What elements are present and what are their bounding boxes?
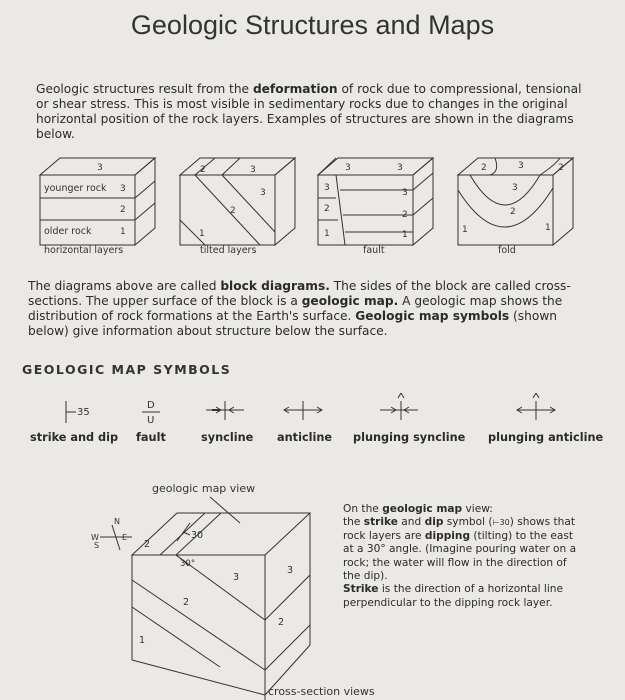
fold-c: 2 [558,163,564,173]
syncline-symbol [206,401,244,420]
label-anticline: anticline [277,431,333,444]
intro-paragraph [36,82,591,142]
label-syncline: syncline [201,431,254,444]
p2-s1: The diagrams above are called [28,279,221,293]
f-r2: 2 [402,210,408,220]
sn-p1b: geologic map [382,503,463,515]
dip-angle: 30° [180,559,196,569]
label-plunging-syncline: plunging syncline [353,431,466,444]
t-n3: 3 [260,188,266,198]
older-rock-label: older rock [44,226,92,237]
fold-a: 2 [481,163,487,173]
sn-p1a: On the [343,503,383,515]
label-plunging-anticline: plunging anticline [488,431,604,444]
map-symbols-heading: GEOLOGIC MAP SYMBOLS [22,362,232,377]
intro-text-2: of rock due to compressional, tensional or shear stress. This is most visible in sedimentary rocks due to changes in the original horizontal position of the rock layers. Examples of structures are shown in the diagrams below. [36,82,582,141]
compass-e: E [122,533,128,542]
map-view-diagram [0,495,340,700]
sn-p1c: view: [462,503,493,515]
fold-b: 3 [518,161,524,171]
caption-tilted: tilted layers [200,245,257,256]
t-n1: 2 [200,165,206,175]
side-note-line2 [343,516,583,583]
fold-e: 2 [510,207,516,217]
strike-number-30: 30 [191,530,204,541]
side-note-line1 [343,503,583,516]
caption-fold: fold [498,245,516,256]
sn-p2d: dip [424,516,444,529]
f-r3b: 3 [402,188,408,198]
side-note-line3 [343,583,583,610]
sn-p2g: dipping [424,529,471,542]
p2-s3: A geologic map shows the distribution of rock formations at the Earth's surface. [28,294,563,323]
f-l3a: 3 [345,163,351,173]
side-note [343,503,583,610]
page-title: Geologic Structures and Maps [130,10,495,40]
sn-p2f: ) shows that rock layers are [343,516,575,542]
strike-dip-number: 35 [77,407,90,418]
block-diagrams [0,150,625,265]
top-2: 2 [144,539,151,550]
h-mid-2: 2 [120,205,126,215]
plunging-syncline-symbol [380,393,418,420]
p2-b3: Geologic map symbols [355,309,510,323]
anticline-symbol [284,401,322,420]
face-3a: 3 [233,572,240,583]
fault-diagram [318,158,433,245]
plunging-anticline-symbol [517,393,555,420]
strike-dip-symbol [66,401,76,423]
face-2a: 2 [183,597,190,608]
fault-d: D [147,400,155,411]
map-view-title: geologic map view [152,482,256,495]
p2-s2: The sides of the block are called cross-sections. The upper surface of the block is a [28,279,571,308]
map-symbols-row [0,393,625,433]
t-n2: 3 [250,165,256,175]
compass-n: N [114,517,120,526]
compass-s: S [94,541,100,550]
intro-text-1: Geologic structures result from the [36,82,253,96]
block-diagram-paragraph [28,279,598,339]
sn-p2a: the [343,516,364,529]
intro-bold-deformation: deformation [252,82,338,96]
caption-horizontal: horizontal layers [44,245,124,256]
f-r1: 1 [402,230,408,240]
sn-p2b: strike [363,516,398,529]
fold-diagram [458,158,573,245]
cross-section-label: cross-section views [268,685,375,698]
caption-fault: fault [363,245,385,256]
p2-b2: geologic map. [301,294,399,308]
compass-w: W [91,533,99,542]
label-strike-and-dip: strike and dip [30,431,119,444]
fault-u: U [147,415,155,426]
p2-s4: (shown below) give information about structure below the surface. [28,309,558,338]
sn-strike-dip-icon: ⊢30 [492,518,510,528]
h-older-1: 1 [120,227,126,237]
sn-p3a: Strike [343,583,379,596]
f-l2: 2 [324,204,330,214]
f-r3a: 3 [397,163,403,173]
t-n4: 2 [230,206,236,216]
face-3b: 3 [287,565,294,576]
younger-rock-label: younger rock [44,183,107,194]
face-2b: 2 [278,617,285,628]
f-l1: 1 [324,229,330,239]
tilted-layers-diagram [180,158,295,245]
sn-p2h: (tilting) to the east at a 30° angle. (Imagine pouring water on a rock; the water will flow in the direction of the dip). [343,529,577,583]
fold-d: 3 [512,183,518,193]
label-fault: fault [136,431,166,444]
t-n5: 1 [199,229,205,239]
fold-f: 1 [462,225,468,235]
sn-p3b: is the direction of a horizontal line perpendicular to the dipping rock layer. [343,583,564,609]
sn-p2e: symbol ( [443,516,493,529]
sn-p2c: and [397,516,425,529]
fold-g: 1 [545,223,551,233]
p2-b1: block diagrams. [220,279,330,293]
h-younger-3: 3 [120,184,126,194]
face-1: 1 [139,635,146,646]
f-l3b: 3 [324,183,330,193]
h-top-3: 3 [97,163,103,173]
